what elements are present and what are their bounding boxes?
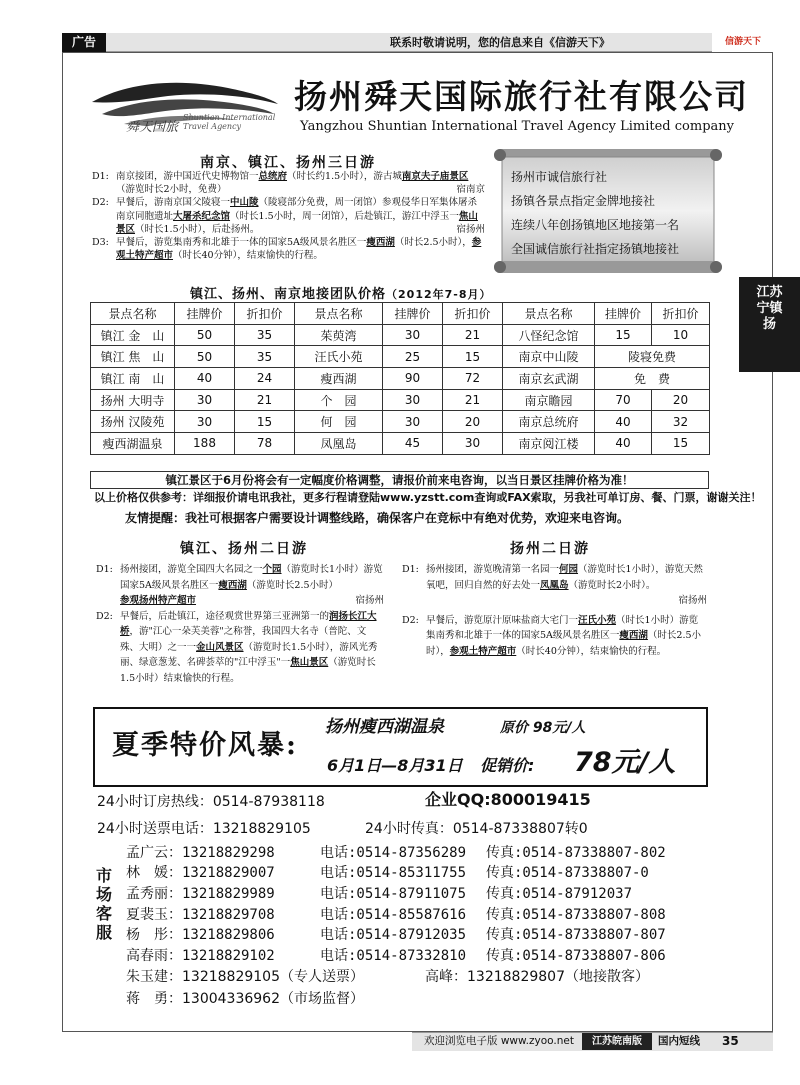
friendly-reminder: 友情提醒：我社可根据客户需要设计调整线路，确保客户在竞标中有绝对优势，欢迎来电咨询。 (125, 511, 630, 525)
table-cell: 扬州 汉陵苑 (91, 411, 175, 433)
staff-row: 林 媛：13218829007 (126, 865, 275, 881)
table-cell: 15 (235, 411, 295, 433)
promo-label: 促销价: (480, 756, 535, 775)
table-cell: 30 (443, 433, 503, 455)
booking-hotline: 24小时订房热线：0514-87938118 (97, 794, 325, 810)
table-cell: 78 (235, 433, 295, 455)
table-cell: 30 (383, 324, 443, 346)
staff-fax: 传真:0514-87338807-807 (486, 927, 666, 943)
company-name-en: Yangzhou Shuntian International Travel Agency Limited company (300, 119, 734, 134)
promo-headline: 夏季特价风暴: (112, 730, 298, 761)
contact-jiang: 蒋 勇：13004336962（市场监督） (126, 991, 364, 1007)
table-cell: 90 (383, 368, 443, 390)
table-cell: 50 (175, 324, 235, 346)
table-header: 景点名称 (295, 303, 383, 325)
table-cell: 30 (175, 411, 235, 433)
tour2a-title: 镇江、扬州二日游 (180, 541, 308, 557)
table-cell: 瘦西湖温泉 (91, 433, 175, 455)
tour2a-day2: D2: 早餐后，后赴镇江，途径观赏世界第三亚洲第一的润扬长江大桥，游"江心一朵芙美蓉"之称誉，我国四大名寺（普陀、文殊、大明）之一一金山风景区（游览时长1.5小时），游风光秀丽、绿意葱茏、名碑荟萃的"江中浮玉"一焦山景区（游览时长1.5小时）结束愉快的行程。 (96, 610, 378, 684)
table-cell: 10 (652, 324, 710, 346)
table-cell: 南京瞻园 (503, 389, 595, 411)
staff-fax: 传真:0514-87338807-806 (486, 948, 666, 964)
staff-tel: 电话:0514-85587616 (320, 907, 467, 923)
footer-url[interactable]: 欢迎浏览电子版 www.zyoo.net (424, 1035, 574, 1047)
footer-section: 国内短线 (658, 1035, 700, 1047)
price-table (90, 302, 710, 455)
table-cell: 35 (235, 324, 295, 346)
table-cell: 八怪纪念馆 (503, 324, 595, 346)
promo-price: 78元/人 (574, 747, 676, 778)
table-cell: 个 园 (295, 389, 383, 411)
table-cell: 45 (383, 433, 443, 455)
region-tab (739, 277, 800, 372)
staff-tel: 电话:0514-87911075 (320, 886, 467, 902)
staff-fax: 传真:0514-87338807-802 (486, 845, 666, 861)
table-cell: 镇江 金 山 (91, 324, 175, 346)
staff-row: 高春雨：13218829102 (126, 948, 275, 964)
tour3-day3: D3: 早餐后，游览集南秀和北雄于一体的国家5A级风景名胜区一瘦西湖（时长2.5小时），参观土特产超市（时长40分钟），结束愉快的行程。 (92, 237, 482, 262)
tour2b-itinerary (402, 562, 707, 659)
staff-tel: 电话:0514-87332810 (320, 948, 467, 964)
table-cell: 南京玄武湖 (503, 368, 595, 390)
staff-row: 孟广云：13218829298 (126, 845, 275, 861)
table-cell: 30 (383, 389, 443, 411)
table-cell: 南京阅江楼 (503, 433, 595, 455)
logo-cn: 舜天国旅 (126, 120, 179, 135)
ad-label: 广告 (62, 33, 106, 52)
table-cell: 何 园 (295, 411, 383, 433)
scroll-line: 扬镇各景点指定金牌地接社 (511, 194, 656, 208)
table-cell: 15 (443, 346, 503, 368)
staff-tel: 电话:0514-87356289 (320, 845, 467, 861)
header-bar (62, 33, 712, 52)
table-cell: 20 (652, 389, 710, 411)
table-cell: 15 (595, 324, 652, 346)
table-row (91, 433, 710, 455)
staff-fax: 传真:0514-87912037 (486, 886, 633, 902)
table-header: 景点名称 (503, 303, 595, 325)
table-cell: 扬州 大明寺 (91, 389, 175, 411)
promo-dates: 6月1日—8月31日 (327, 756, 463, 775)
staff-tel: 电话:0514-85311755 (320, 865, 467, 881)
table-cell: 72 (443, 368, 503, 390)
ticket-hotline: 24小时送票电话：13218829105 (97, 821, 311, 837)
table-cell: 21 (443, 389, 503, 411)
table-cell: 陵寝免费 (595, 346, 710, 368)
table-cell: 40 (175, 368, 235, 390)
table-cell: 凤凰岛 (295, 433, 383, 455)
table-header: 折扣价 (443, 303, 503, 325)
table-cell: 40 (595, 433, 652, 455)
table-row (91, 368, 710, 390)
tour3-day2: D2: 早餐后，游南京国父陵寝一中山陵（陵寝部分免费，周一闭馆）参观侵华日军集体屠杀南京同胞遗址大屠杀纪念馆（时长1.5小时，周一闭馆），后赴镇江，游江中浮玉一焦山景区（时长1.5小时），后赴扬州。 宿扬州 (92, 197, 485, 235)
tour2b-day2: D2: 早餐后，游览原汁原味盐商大宅门一汪氏小苑（时长1小时）游览集南秀和北雄于一体的国家5A级风景名胜区一瘦西湖（时长2.5小时），参观土特产超市（时长40分钟），结束愉快的行程。 (402, 614, 702, 657)
table-cell: 镇江 南 山 (91, 368, 175, 390)
tour3-day1: D1: 南京接团，游中国近代史博物馆一总统府（时长约1.5小时），游古城南京夫子庙景区（游览时长2小时，免费） 宿南京 (92, 171, 485, 196)
price-title: 镇江、扬州、南京地接团队价格（2012年7-8月） (190, 287, 492, 302)
staff-row: 夏裴玉：13218829708 (126, 907, 275, 923)
price-reference-note: 以上价格仅供参考：详细报价请电讯我社，更多行程请登陆www.yzstt.com查询或FAX索取，另我社可单订房、餐、门票，谢谢关注！ (94, 491, 762, 504)
table-header: 景点名称 (91, 303, 175, 325)
table-cell: 70 (595, 389, 652, 411)
table-header: 折扣价 (235, 303, 295, 325)
table-cell: 32 (652, 411, 710, 433)
promo-original-price: 原价 98元/人 (500, 720, 586, 736)
contact-gao: 高峰：13218829807（地接散客） (425, 969, 649, 985)
table-cell: 24 (235, 368, 295, 390)
tour2a-itinerary (96, 562, 384, 686)
staff-row: 孟秀丽：13218829989 (126, 886, 275, 902)
table-cell: 茱萸湾 (295, 324, 383, 346)
staff-fax: 传真:0514-87338807-0 (486, 865, 649, 881)
tour3-title: 南京、镇江、扬州三日游 (200, 155, 376, 171)
tour2b-title: 扬州二日游 (510, 541, 590, 557)
magazine-logo: 信游天下 (724, 37, 761, 47)
table-header: 挂牌价 (175, 303, 235, 325)
header-note: 联系时敬请说明，您的信息来自《信游天下》 (390, 36, 610, 49)
footer-edition: 江苏皖南版 (582, 1033, 652, 1050)
scroll-banner-text (511, 165, 716, 261)
table-row (91, 324, 710, 346)
table-header: 折扣价 (652, 303, 710, 325)
table-cell: 南京总统府 (503, 411, 595, 433)
table-header: 挂牌价 (383, 303, 443, 325)
tour3-itinerary (92, 170, 485, 262)
table-cell: 南京中山陵 (503, 346, 595, 368)
scroll-line: 全国诚信旅行社指定扬镇地接社 (511, 242, 680, 256)
table-cell: 15 (652, 433, 710, 455)
logo-en: Shuntian International Travel Agency (183, 113, 276, 131)
table-row (91, 346, 710, 368)
company-name: 扬州舜天国际旅行社有限公司 (294, 77, 749, 116)
table-cell: 20 (443, 411, 503, 433)
staff-tel: 电话:0514-87912035 (320, 927, 467, 943)
table-header-row (91, 303, 710, 325)
table-cell: 30 (383, 411, 443, 433)
promo-item: 扬州瘦西湖温泉 (325, 717, 444, 737)
staff-row: 杨 彤：13218829806 (126, 927, 275, 943)
table-header: 挂牌价 (595, 303, 652, 325)
page-number: 35 (722, 1034, 739, 1048)
table-cell: 30 (175, 389, 235, 411)
service-label: 市场客服 (95, 866, 112, 942)
table-cell: 21 (443, 324, 503, 346)
table-cell: 40 (595, 411, 652, 433)
table-cell: 50 (175, 346, 235, 368)
table-cell: 镇江 焦 山 (91, 346, 175, 368)
staff-fax: 传真:0514-87338807-808 (486, 907, 666, 923)
table-cell: 瘦西湖 (295, 368, 383, 390)
table-cell: 25 (383, 346, 443, 368)
fax-24h: 24小时传真：0514-87338807转0 (365, 821, 588, 837)
table-cell: 免 费 (595, 368, 710, 390)
table-cell: 35 (235, 346, 295, 368)
tour2a-day1: D1: 扬州接团，游览全国四大名园之一个园（游览时长1小时）游览国家5A级风景名胜区一瘦西湖（游览时长2.5小时） 参观扬州特产超市 宿扬州 (96, 564, 384, 606)
scroll-line: 连续八年创扬镇地区地接第一名 (511, 218, 680, 232)
scroll-line: 扬州市诚信旅行社 (511, 170, 608, 184)
price-notice: 镇江景区于6月份将会有一定幅度价格调整，请报价前来电咨询，以当日景区挂牌价格为准！ (90, 471, 709, 489)
table-row (91, 389, 710, 411)
table-cell: 汪氏小苑 (295, 346, 383, 368)
table-cell: 21 (235, 389, 295, 411)
table-row (91, 411, 710, 433)
tour2b-day1: D1: 扬州接团，游览晚清第一名园一何园（游览时长1小时），游览天然氧吧，回归自然的好去处一凤凰岛（游览时长2小时）。 宿扬州 (402, 564, 707, 606)
contact-zhu: 朱玉建：13218829105（专人送票） (126, 969, 364, 985)
company-qq: 企业QQ:800019415 (425, 790, 591, 809)
table-cell: 188 (175, 433, 235, 455)
region-tab-label: 江苏宁镇扬 (756, 285, 783, 332)
